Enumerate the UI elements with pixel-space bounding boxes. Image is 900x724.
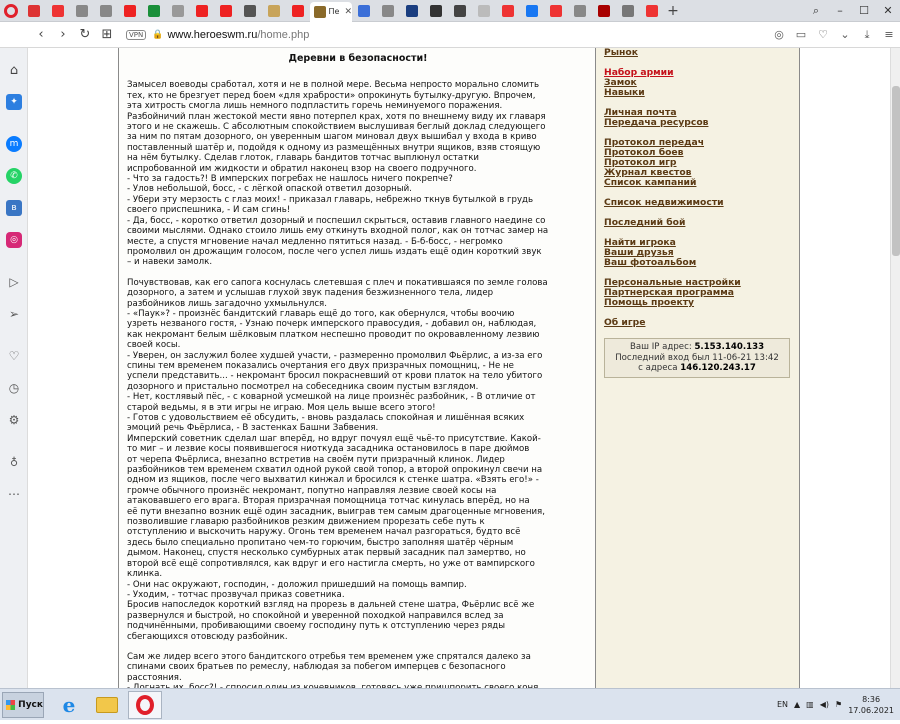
tray-arrow-icon[interactable]: ▲ [794,700,801,709]
tab-favicon [76,5,88,17]
article-line: её пути внезапно возник ещё один засадник, выиграв тем самым драгоценные мгновения, [127,506,545,517]
article-line: - Нет, костлявый пёс, - с коварной усмешкой на лице произнёс разбойник, - В отличие от [127,392,536,403]
tab[interactable] [616,2,640,20]
more-icon[interactable]: ⋯ [8,487,20,501]
article-line: развернулся и быстрой, но спокойной и уверенной походкой направился вслед за [127,610,504,621]
tab[interactable] [94,2,118,20]
whatsapp-icon[interactable]: ✆ [6,168,22,184]
player-menu [604,48,794,328]
menu-link[interactable]: Список недвижимости [604,197,724,208]
opera-sidebar [0,48,28,688]
tab[interactable] [640,2,664,20]
last-login-value: 11-06-21 13:42 [712,352,779,363]
article-line: дымом. Наконец, спустя несколько сумбурных атак первый засадник пал замертво, но [127,548,526,559]
article-line: – и навеки замолк. [127,257,213,268]
tab-favicon [406,5,418,17]
tab-strip [0,0,900,22]
folder-icon [96,697,118,713]
start-label: Пуск [18,699,43,710]
tab[interactable] [544,2,568,20]
from-label: с адреса [638,363,678,373]
opera-taskbar-icon [136,695,154,715]
player-menu-column [595,48,800,688]
article-line: - Улов небольшой, босс, - с лёгкой опаской ответил дозорный. [127,184,412,195]
tab-favicon [526,5,538,17]
tab-active[interactable] [310,2,352,22]
article-line: - «Паук»? - произнёс бандитский главарь ещё до того, как обернулся, чтобы воочию [127,308,515,319]
maximize-button[interactable]: ☐ [859,3,869,17]
url-path: /home.php [257,28,310,41]
tab-favicon [172,5,184,17]
menu-link[interactable]: Личная почта [604,107,677,118]
windows-taskbar [0,688,900,720]
article-line: - Уверен, он заслужил более худшей участи, - размеренно промолвил Фьёрлис, а из-за его [127,350,543,361]
tab-favicon [292,5,304,17]
article-line: промолвил он дрожащим голосом, после чего успел лишь издать ещё один короткий звук [127,246,542,257]
article-line: старой ведьмы, я в эти игры не играю. Моя цель выше всего этого! [127,402,436,413]
article-line: тех, кто не брезгует перед боем «для храбрости» опрокинуть бутылку-другую. Впрочем, [127,90,536,101]
tab-favicon [622,5,634,17]
article-line: Имперский советник сделал шаг вперёд, но вдруг почуял ещё чьё-то присутствие. Какой- [127,433,541,444]
tab-favicon [574,5,586,17]
tab-favicon [124,5,136,17]
menu-link[interactable]: Список кампаний [604,177,697,188]
menu-link[interactable]: Протокол передач [604,137,705,148]
tab[interactable] [568,2,592,20]
menu-link[interactable]: Рынок [604,47,638,58]
start-button[interactable] [2,692,44,718]
article-line: дозорного и пристально посмотрел на собеседника своим пустым взглядом. [127,381,479,392]
send-icon[interactable]: ➢ [8,307,20,321]
article-line: подчинёнными, пробивающими своему господину путь к отступлению через ряды [127,621,506,632]
menu-link[interactable]: Найти игрока [604,237,676,248]
page-left-gutter [28,48,118,688]
snapshot-icon[interactable]: ◎ [774,27,784,41]
article-line: разбойников лишь загадочно ухмыльнулся. [127,298,327,309]
page-viewport [28,48,890,688]
article-line: - Да, босс, - коротко ответил дозорный и поспешил скрыться, оставив главного наедине со [127,215,546,226]
new-tab-button[interactable]: + [667,2,679,19]
news-article [127,54,589,724]
close-tab-icon[interactable]: ✕ [344,6,352,17]
bookmarks-heart-icon[interactable]: ♡ [8,349,20,363]
tab-favicon [244,5,256,17]
article-line: узреть незваного гостя, - Узнаю почерк имперского правосудия, - добавил он, наблюдая, [127,319,537,330]
tab[interactable] [286,2,310,20]
tab-favicon [268,5,280,17]
network-icon[interactable]: ▥ [806,700,814,709]
page-scrollbar[interactable] [890,48,900,688]
tab-favicon [502,5,514,17]
tab-favicon [148,5,160,17]
tab-favicon [478,5,490,17]
article-line: расстояния. [127,672,182,683]
article-line: спинами своих братьев по ремеслу, наблюдая за побегом имперцев с безопасного [127,662,506,673]
forward-button[interactable]: › [60,27,66,42]
tab[interactable] [520,2,544,20]
tab[interactable] [46,2,70,20]
vpn-badge[interactable]: VPN [126,30,146,40]
article-line: разбойников тем временем схватил одной рукой свой топор, а второй опрокинул свечи на [127,465,543,476]
scrollbar-thumb[interactable] [892,86,900,256]
menu-link[interactable]: Журнал квестов [604,167,692,178]
tab[interactable] [214,2,238,20]
menu-link[interactable]: Набор армии [604,67,674,78]
ie-icon: e [62,692,76,717]
article-line: позволившие главарю разбойников резким движением прорезать себе путь к [127,517,485,528]
system-tray [777,694,900,716]
article-line: - Они нас окружают, господин, - доложил пришедший на помощь вампир. [127,579,467,590]
tab[interactable] [472,2,496,20]
tab[interactable] [70,2,94,20]
article-line: сбегающихся отовсюду разбойник. [127,631,288,642]
tab[interactable] [400,2,424,20]
tab[interactable] [142,2,166,20]
from-value: 146.120.243.17 [680,363,756,373]
from-row [607,363,787,374]
taskbar-explorer[interactable] [90,691,124,719]
article-line: - Убери эту мерзость с глаз моих! - приказал главарь, небрежно ткнув бутылкой в грудь [127,194,534,205]
clock-time: 8:36 [862,694,881,704]
article-line: - Что за гадость?! В имперских погребах не нашлось ничего покрепче? [127,174,453,185]
tab-favicon [100,5,112,17]
tab[interactable] [592,2,616,20]
tab-favicon [550,5,562,17]
article-line: здесь было специально пропитано чем-то горючим, быстро заполняя шатёр чёрным [127,537,514,548]
tips-bulb-icon[interactable]: ♁ [9,455,19,469]
tab-favicon [52,5,64,17]
article-line: на нём бутылку. Сделав глоток, главарь бандитов тотчас выплюнул остатки [127,153,479,164]
home-icon[interactable]: ⌂ [9,62,19,78]
speed-dial-sidebar-icon[interactable]: ✦ [6,94,22,110]
article-line: спины тем временем показались очертания его двух призрачных помощниц, - Не не [127,360,514,371]
close-window-button[interactable]: ✕ [883,3,893,17]
tab-search-icon[interactable]: ⌕ [812,3,820,17]
opera-menu-button[interactable] [0,0,22,22]
tab-title: Пе [328,7,340,16]
menu-link[interactable]: Замок [604,77,637,88]
taskbar-opera[interactable] [128,691,162,719]
article-line: эмоций речь Фьёрлиса, - В застенках Башни Забвения. [127,423,379,434]
tab-favicon [196,5,208,17]
history-icon[interactable]: ◷ [8,381,20,395]
article-line: Почувствовав, как его сапога коснулась слетевшая с плеч и покатившаяся по земле голова [127,277,548,288]
back-button[interactable]: ‹ [38,27,44,42]
address-bar-actions [768,28,900,42]
windows-flag-icon [6,700,15,710]
instagram-icon[interactable]: ◎ [6,232,22,248]
opera-logo-icon [4,4,18,18]
language-indicator[interactable]: EN [776,700,789,709]
messenger-icon[interactable]: m [6,136,22,152]
ip-label: Ваш IP адрес: [629,342,692,352]
vk-icon[interactable]: в [6,200,22,216]
tab[interactable] [166,2,190,20]
article-line: громче обычного произнёс некромант, попутно направляя лезвие своей косы на [127,485,497,496]
address-bar [0,22,900,48]
download-icon[interactable]: ⤓ [864,27,870,41]
lock-icon[interactable]: 🔒 [152,29,164,40]
article-line: одном из ящиков, после чего выхватил кинжал и бросился к стенке шатра. «Взять его!» - [127,475,539,486]
url-domain: www.heroeswm.ru [167,28,258,41]
taskbar-ie[interactable] [52,691,86,719]
clock-date: 17.06.2021 [848,705,894,715]
menu-link[interactable]: Ваши друзья [604,247,674,258]
tab-favicon [358,5,370,17]
tab[interactable] [262,2,286,20]
article-line: эта хитрость смогла лишь немного подпластить горечь неминуемого поражения. [127,101,503,112]
article-line: второй всё ещё сопротивлялся, как вдруг и его настигла смерть, но уже от вампирского [127,558,535,569]
article-title: Деревни в безопасности! [288,53,428,64]
tab[interactable] [376,2,400,20]
article-line: - Готов с удовольствием её обсудить, - вновь раздалась спокойная и лишённая всяких [127,413,525,423]
ip-value: 5.153.140.133 [694,342,765,352]
article-line: Разбойничий план жестокой мести явно потерпел крах, хотя по внешнему виду их главаря [127,111,546,122]
tab[interactable] [424,2,448,20]
tab[interactable] [496,2,520,20]
article-line: как некромант белым шёлковым платком неспешно проводит по окровавленному лезвию [127,329,540,340]
ip-info-box [604,338,790,378]
news-frame [118,48,626,688]
last-login-label: Последний вход был [615,352,710,363]
menu-link[interactable]: Передача ресурсов [604,117,709,128]
article-line: - Уходим, - тотчас прозвучал приказ советника. [127,589,345,600]
menu-link[interactable]: Помощь проекту [604,297,695,308]
last-login-row [607,353,787,364]
article-line: своими мыслями. Однако стоило лишь ему откинуть входной полог, как он тотчас замер на [127,226,549,237]
menu-icon[interactable]: ≡ [884,27,894,41]
tab-favicon [314,6,326,18]
tab-favicon [598,5,610,17]
url-field[interactable] [167,29,309,41]
speed-dial-icon[interactable]: ⊞ [101,27,113,42]
chevron-down-icon[interactable]: ⌄ [840,27,850,41]
article-line: Бросив напоследок короткий взгляд на прорезь в дальней стене шатра, Фьёрлис всё же [127,600,535,611]
article-line: дозорного, а затем и услышав глухой звук падения безжизненного тела, лидер [127,288,494,299]
tab[interactable] [190,2,214,20]
menu-link[interactable]: Партнерская программа [604,287,734,298]
article-line: этого и не скажешь. С абсолютным спокойствием выслушивая беглый доклад следующего [127,122,546,133]
tab-favicon [220,5,232,17]
heart-icon[interactable]: ♡ [818,27,828,41]
menu-link[interactable]: Ваш фотоальбом [604,257,697,268]
tab-favicon [454,5,466,17]
window-controls [804,4,900,18]
tab[interactable] [238,2,262,20]
article-line: атаковавшего его врага. Вторая призрачная помощница тотчас кинулась вперёд, но на [127,496,530,507]
article-line: своей косы. [127,340,181,351]
tab-favicon [646,5,658,17]
article-line: клинка. [127,569,163,580]
tab-favicon [382,5,394,17]
article-line: своего приспешника, - И сам сгинь! [127,205,291,216]
wallet-icon[interactable]: ▭ [795,27,807,41]
article-line: месте, а спустя мгновение начал медленно пятиться назад. - Б-б-босс, - негромко [127,236,503,247]
article-line: Сам же лидер всего этого бандитского отребья тем временем уже спрятался далеко за [127,651,531,662]
article-line: отступлению и выскочить наружу. Огонь тем временем начал разгораться, будто всё [127,527,521,538]
tab[interactable] [352,2,376,20]
article-paragraph-1 [127,80,589,267]
volume-icon[interactable]: ◀) [819,700,830,709]
tab[interactable] [22,2,46,20]
menu-link[interactable]: Протокол боев [604,147,684,158]
article-line: поставленный шатёр и, подойдя к одному из размещённых внутри ящиков, взяв стоящую [127,142,541,153]
article-line: от черепа Фьёрлиса, внезапно встретив на своём пути призрачный клинок. Лидер [127,454,505,465]
menu-link[interactable]: Персональные настройки [604,277,741,288]
article-line: за ним по пятам дозорного, он уверенным шагом миновал двух вышибал у входа в криво [127,132,537,143]
tab-favicon [28,5,40,17]
menu-link[interactable]: Об игре [604,317,646,328]
player-icon[interactable]: ▷ [9,275,19,289]
tab-favicon [430,5,442,17]
menu-link[interactable]: Протокол игр [604,157,677,168]
flag-tray-icon[interactable]: ⚑ [835,700,843,709]
clock[interactable] [848,694,894,716]
menu-link[interactable]: Последний бой [604,217,686,228]
article-line: успели представить... - некромант бросил покрасневший от крови платок на тело убитого [127,371,543,382]
tab-list [22,0,664,22]
article-paragraph-2 [127,278,589,642]
menu-link[interactable]: Навыки [604,87,645,98]
article-line: то миг – и лезвие косы появившегося ниоткуда засадника остановилось в паре дюймов [127,444,530,455]
article-line: Замысел воеводы сработал, хотя и не в полной мере. Весьма непросто морально сломить [127,80,540,91]
minimize-button[interactable]: – [837,3,843,17]
reload-icon[interactable]: ↻ [79,27,91,42]
tab[interactable] [448,2,472,20]
settings-gear-icon[interactable]: ⚙ [8,413,20,427]
ip-row [607,342,787,353]
article-line: испробованной им жидкости и обратил наконец взор на своего подручного. [127,163,477,174]
tab[interactable] [118,2,142,20]
